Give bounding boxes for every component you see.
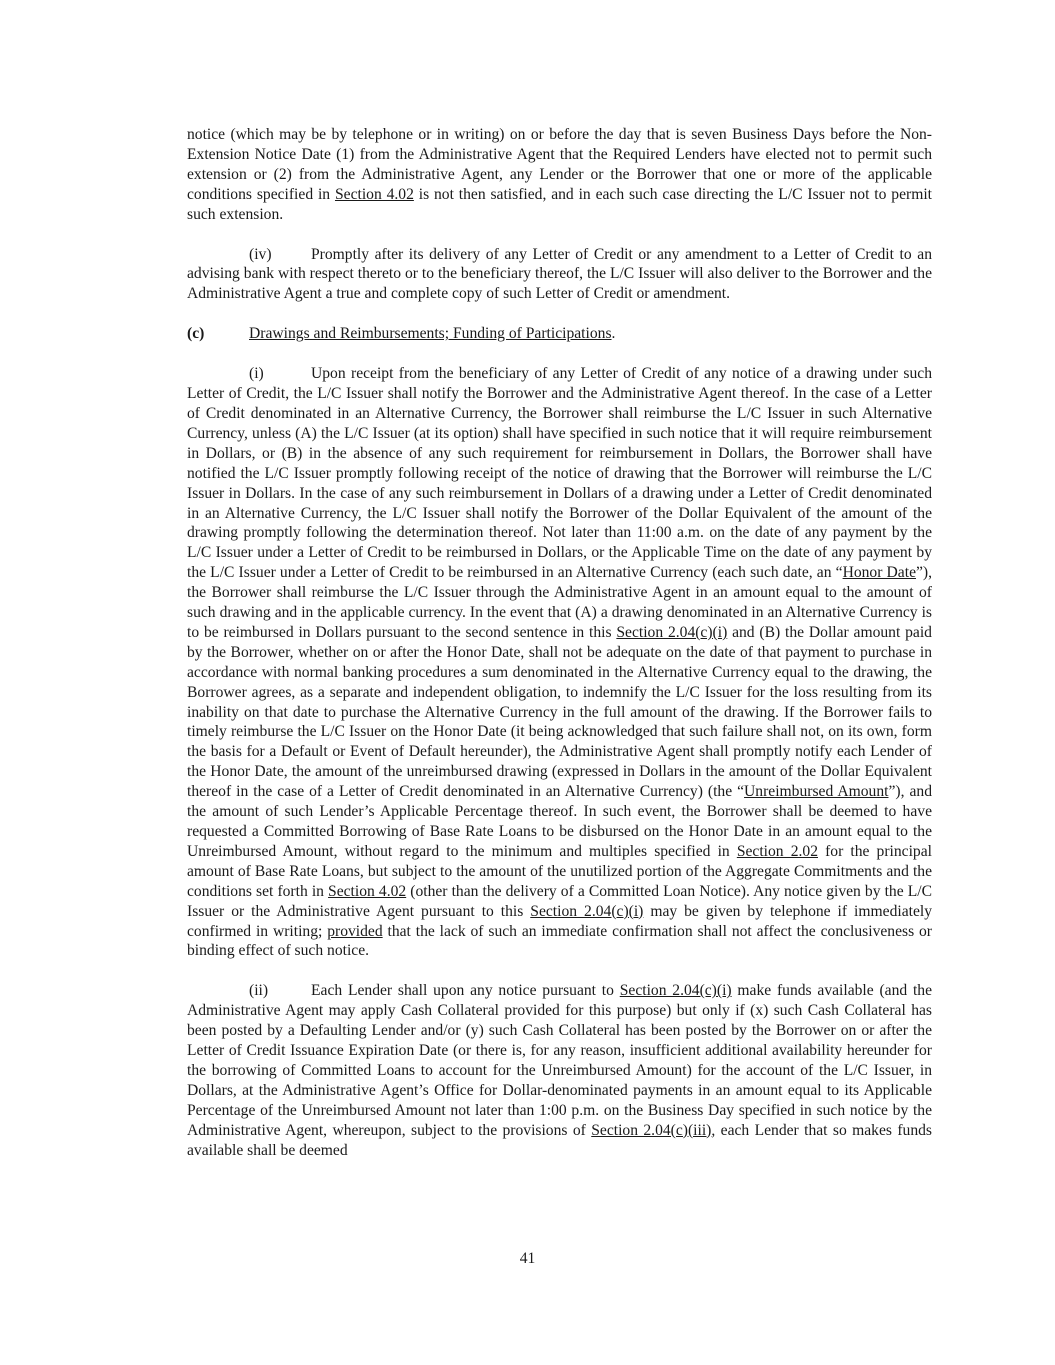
section-title: Drawings and Reimbursements; Funding of Participations	[249, 325, 612, 343]
clause-number: (ii)	[249, 982, 269, 1000]
section-reference: Section 4.02	[334, 185, 414, 203]
paragraph-iv: (iv) Promptly after its delivery of any Letter of Credit or any amendment to a Letter of Credit to an advising bank with respect thereto or to the beneficiary thereof, the L/C Issuer will also deliver to the Borrower and the Administrative Agent a true and complete copy of such Letter of Credit or amendment.	[187, 245, 932, 303]
paragraph-continued-notice: notice (which may be by telephone or in writing) on or before the day that is seven Business Days before the Non-Extension Notice Date (1) from the Administrative Agent that the Required Lenders have elected not to permit such extension or (2) from the Administrative Agent, any Lender or the Borrower that one or more of the applicable conditions specified in Section 4.02 is not then satisfied, and in each such case directing the L/C Issuer not to permit such extension.	[187, 126, 932, 223]
clause-number: (i)	[249, 365, 264, 383]
section-reference: Section 2.04(c)(iii)	[591, 1121, 712, 1139]
section-reference: Section 2.04(c)(i)	[619, 982, 732, 1000]
defined-term: Honor Date	[842, 564, 916, 582]
section-reference: Section 2.04(c)(i)	[530, 902, 644, 920]
paragraph-i: (i) Upon receipt from the beneficiary of any Letter of Credit of any notice of a drawing under such Letter of Credit, the L/C Issuer shall notify the Borrower and the Administrative Agent thereof. In the case of a Letter of Credit denominated in an Alternative Currency, the Borrower shall reimburse the L/C Issuer in such Alternative Currency, unless (A) the L/C Issuer (at its option) shall have specified in such notice that it will require reimbursement in Dollars, or (B) in the absence of any such requirement for reimbursement in Dollars, the Borrower shall have notified the L/C Issuer promptly following receipt of the notice of drawing that the Borrower will reimburse the L/C Issuer in Dollars. In the case of any such reimbursement in Dollars of a drawing under a Letter of Credit denominated in an Alternative Currency, the L/C Issuer shall notify the Borrower of the Dollar Equivalent of the amount of the drawing promptly following the determination thereof. Not later than 11:00 a.m. on the date of any payment by the L/C Issuer under a Letter of Credit to be reimbursed in Dollars, or the Applicable Time on the date of any payment by the L/C Issuer under a Letter of Credit to be reimbursed in an Alternative Currency (each such date, an “Honor Date”), the Borrower shall reimburse the L/C Issuer through the Administrative Agent in an amount equal to the amount of such drawing and in the applicable currency. In the event that (A) a drawing denominated in an Alternative Currency is to be reimbursed in Dollars pursuant to the second sentence in this Section 2.04(c)(i) and (B) the Dollar amount paid by the Borrower, whether on or after the Honor Date, shall not be adequate on the date of that payment to purchase in accordance with normal banking procedures a sum denominated in the Alternative Currency equal to the drawing, the Borrower agrees, as a separate and independent obligation, to indemnify the L/C Issuer for the loss resulting from its inability on that date to purchase the Alternative Currency in the full amount of the drawing. If the Borrower fails to timely reimburse the L/C Issuer on the Honor Date (it being acknowledged that such failure shall not, on its own, form the basis for a Default or Event of Default hereunder), the Administrative Agent shall promptly notify each Lender of the Honor Date, the amount of the unreimbursed drawing (expressed in Dollars in the amount of the Dollar Equivalent thereof in the case of a Letter of Credit denominated in an Alternative Currency) (the “Unreimbursed Amount”), and the amount of such Lender’s Applicable Percentage thereof. In such event, the Borrower shall be deemed to have requested a Committed Borrowing of Base Rate Loans to be disbursed on the Honor Date in an amount equal to the Unreimbursed Amount, without regard to the minimum and multiples specified in Section 2.02 for the principal amount of Base Rate Loans, but subject to the amount of the unutilized portion of the Aggregate Commitments and the conditions set forth in Section 4.02 (other than the delivery of a Committed Loan Notice). Any notice given by the L/C Issuer or the Administrative Agent pursuant to this Section 2.04(c)(i) may be given by telephone if immediately confirmed in writing; provided that the lack of such an immediate confirmation shall not affect the conclusiveness or binding effect of such notice.	[187, 365, 933, 960]
defined-term: provided	[327, 922, 383, 940]
section-reference: Section 2.02	[736, 842, 818, 860]
paragraph-ii: (ii) Each Lender shall upon any notice pursuant to Section 2.04(c)(i) make funds available (and the Administrative Agent may apply Cash Collateral provided for this purpose) but only if (x) such Cash Collateral has been posted by a Defaulting Lender and/or (y) such Cash Collateral has been posted by the Borrower on or after the Letter of Credit Issuance Expiration Date (or there is, for any reason, insufficient additional availability hereunder for the borrowing of Committed Loans to account for the Unreimbursed Amount) for the account of the L/C Issuer, in Dollars, at the Administrative Agent’s Office for Dollar-denominated payments in an amount equal to its Applicable Percentage of the Unreimbursed Amount not later than 1:00 p.m. on the Business Day specified in such notice by the Administrative Agent, whereupon, subject to the provisions of Section 2.04(c)(iii), each Lender that so makes funds available shall be deemed	[187, 982, 933, 1159]
clause-number: (iv)	[249, 245, 272, 263]
section-heading-c: (c) Drawings and Reimbursements; Funding of Participations.	[187, 325, 616, 343]
defined-term: Unreimbursed Amount	[744, 783, 889, 801]
section-label: (c)	[187, 325, 205, 343]
page-number: 41	[519, 1250, 536, 1267]
section-reference: Section 2.04(c)(i)	[616, 623, 728, 641]
section-reference: Section 4.02	[328, 882, 407, 900]
document-page	[187, 125, 932, 1161]
